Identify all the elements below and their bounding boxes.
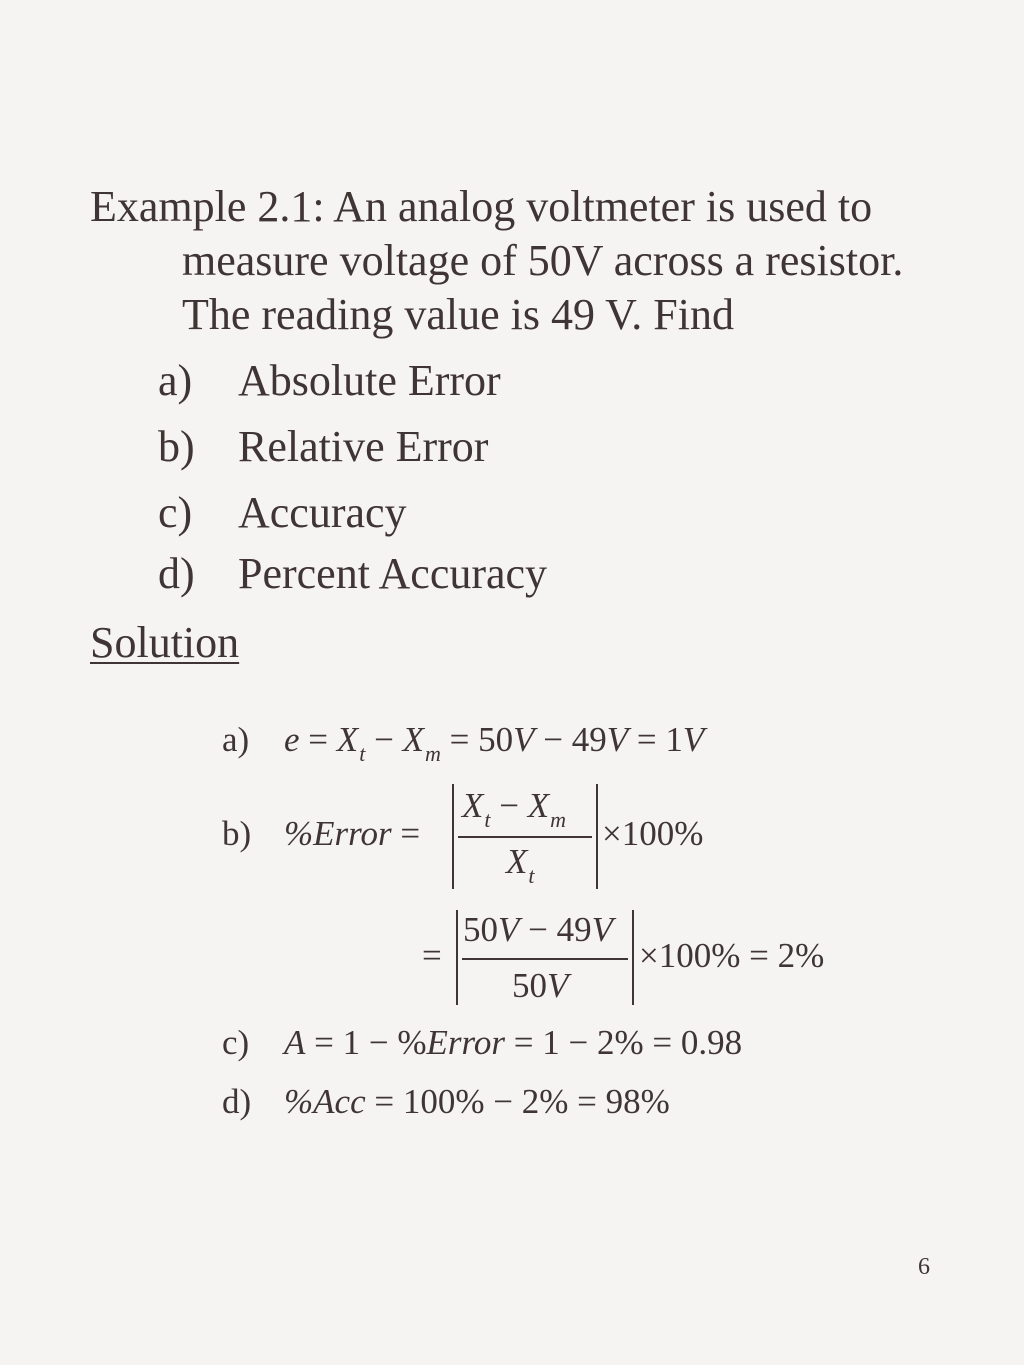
- abs-bar-right: [596, 784, 598, 889]
- abs-bar-left-2: [456, 910, 458, 1005]
- solution-heading: Solution: [90, 618, 240, 667]
- problem-line-3: The reading value is 49 V. Find: [182, 290, 734, 339]
- equation-d: %Acc = 100% − 2% = 98%: [284, 1082, 670, 1121]
- list-item-text: Absolute Error: [238, 356, 501, 405]
- solution-c-label: c): [222, 1023, 250, 1062]
- list-item-text: Relative Error: [238, 422, 489, 471]
- solution-b-label: b): [222, 814, 252, 853]
- equation-b-lhs: %Error =: [284, 814, 421, 853]
- list-item: [158, 548, 195, 599]
- problem-line-2: measure voltage of 50V across a resistor.: [182, 236, 904, 285]
- problem-line-1: Example 2.1: An analog voltmeter is used to: [90, 182, 873, 231]
- abs-bar-right-2: [632, 910, 634, 1005]
- list-item: [158, 487, 192, 538]
- list-marker: c): [158, 488, 193, 537]
- fraction-b2-bar: [462, 958, 628, 960]
- equation-b-times: ×100%: [602, 814, 704, 853]
- solution-a-label: a): [222, 720, 250, 759]
- list-item: [158, 421, 195, 472]
- fraction-b2-denominator: 50V: [512, 966, 569, 1005]
- list-marker: d): [158, 549, 195, 598]
- list-marker: b): [158, 422, 195, 471]
- list-item-text: Accuracy: [238, 488, 407, 537]
- solution-d-label: d): [222, 1082, 252, 1121]
- abs-bar-left: [452, 784, 454, 889]
- equation-b2-times: ×100% = 2%: [639, 936, 825, 975]
- fraction-b-numerator: $X_t - X_m$: [462, 786, 567, 832]
- fraction-b2-numerator: 50V − 49V: [463, 910, 614, 949]
- list-item-text: Percent Accuracy: [238, 549, 548, 598]
- equation-a: $e = X_t - X_m = 50V - 49V = 1V$: [284, 720, 705, 766]
- list-marker: a): [158, 356, 193, 405]
- list-item: [158, 355, 192, 406]
- equation-c: A = 1 − %Error = 1 − 2% = 0.98: [284, 1023, 743, 1062]
- equation-b2-eq: =: [422, 936, 442, 975]
- page-number: 6: [918, 1254, 930, 1280]
- fraction-b-denominator: $X_t$: [506, 842, 535, 888]
- fraction-b-bar: [458, 836, 592, 838]
